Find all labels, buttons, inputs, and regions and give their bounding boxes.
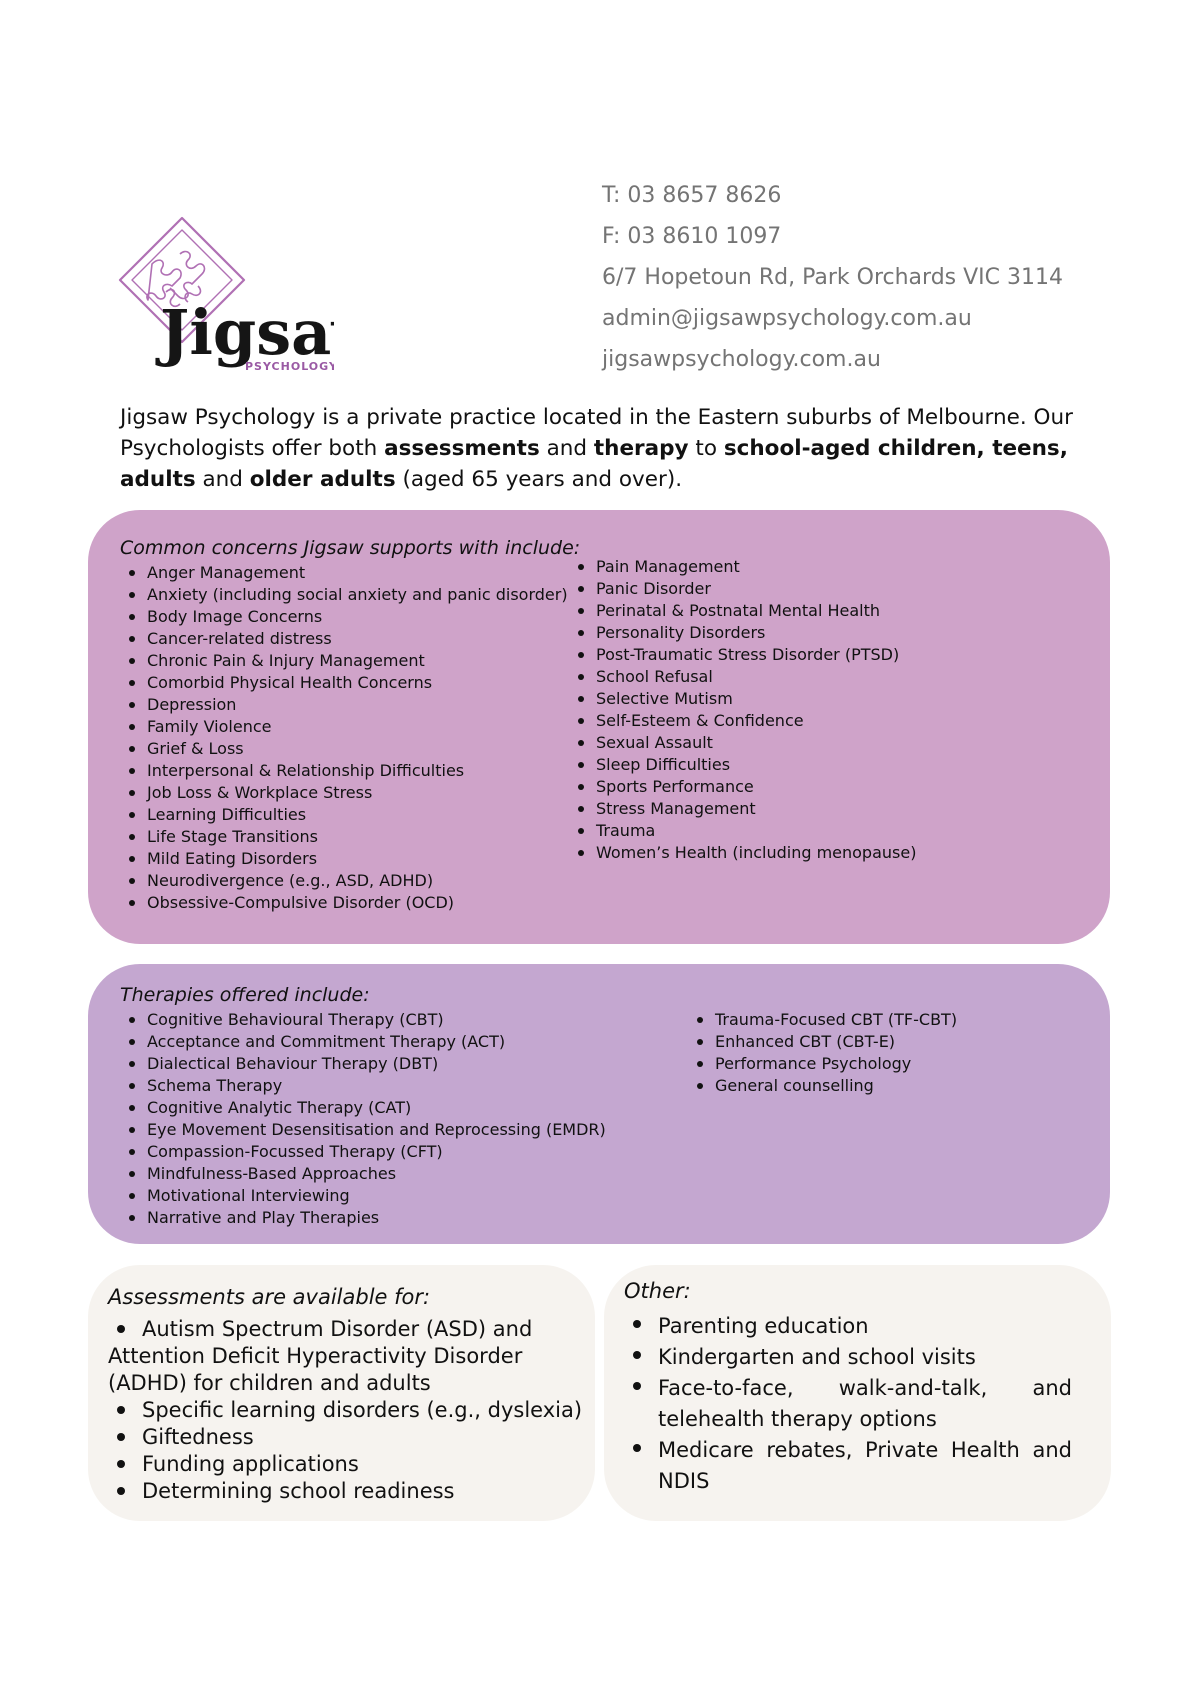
list-item: Pain Management	[569, 556, 916, 578]
list-item: Schema Therapy	[120, 1075, 606, 1097]
list-item: Cancer-related distress	[120, 628, 568, 650]
list-item: Motivational Interviewing	[120, 1185, 606, 1207]
list-item: Cognitive Analytic Therapy (CAT)	[120, 1097, 606, 1119]
list-item: Perinatal & Postnatal Mental Health	[569, 600, 916, 622]
list-item: Funding applications	[108, 1451, 586, 1478]
list-item: Narrative and Play Therapies	[120, 1207, 606, 1229]
intro-paragraph: Jigsaw Psychology is a private practice located in the Eastern suburbs of Melbourne. Our Psychologists offer both assessments and therapy to school-aged children, teens, adults and older adults (aged 65 years and over).	[120, 405, 1073, 492]
therapies-list-right	[688, 1009, 957, 1097]
list-item: Trauma-Focused CBT (TF-CBT)	[688, 1009, 957, 1031]
other-list	[624, 1311, 1072, 1497]
list-item: Personality Disorders	[569, 622, 916, 644]
list-item: Parenting education	[624, 1311, 1072, 1342]
concerns-panel	[88, 510, 1110, 944]
list-item: Compassion-Focussed Therapy (CFT)	[120, 1141, 606, 1163]
list-item: Acceptance and Commitment Therapy (ACT)	[120, 1031, 606, 1053]
logo-wordmark: Jigsa	[160, 296, 332, 369]
list-item: Cognitive Behavioural Therapy (CBT)	[120, 1009, 606, 1031]
therapies-list-left	[120, 1009, 606, 1229]
assessments-list	[108, 1316, 586, 1505]
list-item: Mindfulness-Based Approaches	[120, 1163, 606, 1185]
concerns-list-right	[569, 556, 916, 864]
list-item: Kindergarten and school visits	[624, 1342, 1072, 1373]
list-item: Sports Performance	[569, 776, 916, 798]
list-item: Life Stage Transitions	[120, 826, 568, 848]
list-item: Panic Disorder	[569, 578, 916, 600]
other-panel	[604, 1265, 1111, 1521]
list-item: Depression	[120, 694, 568, 716]
contact-email[interactable]: admin@jigsawpsychology.com.au	[602, 306, 972, 331]
list-item: Chronic Pain & Injury Management	[120, 650, 568, 672]
list-item: Obsessive-Compulsive Disorder (OCD)	[120, 892, 568, 914]
assessments-title: Assessments are available for:	[108, 1285, 431, 1309]
list-item: Comorbid Physical Health Concerns	[120, 672, 568, 694]
list-item: Post-Traumatic Stress Disorder (PTSD)	[569, 644, 916, 666]
contact-phone[interactable]: T: 03 8657 8626	[602, 183, 782, 208]
therapies-title: Therapies offered include:	[120, 984, 370, 1006]
assessments-panel	[88, 1265, 595, 1521]
list-item: Enhanced CBT (CBT-E)	[688, 1031, 957, 1053]
list-item: Giftedness	[108, 1424, 586, 1451]
list-item: Specific learning disorders (e.g., dyslexia)	[108, 1397, 586, 1424]
list-item: Anger Management	[120, 562, 568, 584]
list-item: Trauma	[569, 820, 916, 842]
contact-block	[602, 175, 1063, 380]
concerns-list-left	[120, 562, 568, 914]
list-item: Dialectical Behaviour Therapy (DBT)	[120, 1053, 606, 1075]
contact-address: 6/7 Hopetoun Rd, Park Orchards VIC 3114	[602, 265, 1064, 290]
list-item: Autism Spectrum Disorder (ASD) and Attention Deficit Hyperactivity Disorder (ADHD) for children and adults	[108, 1316, 586, 1397]
list-item: Family Violence	[120, 716, 568, 738]
jigsaw-logo	[118, 216, 334, 372]
list-item: Learning Difficulties	[120, 804, 568, 826]
list-item: Women’s Health (including menopause)	[569, 842, 916, 864]
other-title: Other:	[624, 1279, 691, 1303]
list-item: Grief & Loss	[120, 738, 568, 760]
therapies-panel	[88, 964, 1110, 1244]
list-item: Selective Mutism	[569, 688, 916, 710]
concerns-title: Common concerns Jigsaw supports with include:	[120, 537, 581, 559]
list-item: Performance Psychology	[688, 1053, 957, 1075]
list-item: School Refusal	[569, 666, 916, 688]
list-item: Determining school readiness	[108, 1478, 586, 1505]
list-item: Job Loss & Workplace Stress	[120, 782, 568, 804]
list-item: Stress Management	[569, 798, 916, 820]
list-item: Self-Esteem & Confidence	[569, 710, 916, 732]
list-item: Face-to-face, walk-and-talk, and telehealth therapy options	[624, 1373, 1072, 1435]
list-item: Eye Movement Desensitisation and Reprocessing (EMDR)	[120, 1119, 606, 1141]
list-item: Sleep Difficulties	[569, 754, 916, 776]
list-item: Anxiety (including social anxiety and panic disorder)	[120, 584, 568, 606]
contact-website[interactable]: jigsawpsychology.com.au	[602, 347, 881, 372]
list-item: Mild Eating Disorders	[120, 848, 568, 870]
logo-subtitle: PSYCHOLOGY	[245, 360, 334, 372]
list-item: Medicare rebates, Private Health and NDIS	[624, 1435, 1072, 1497]
list-item: Sexual Assault	[569, 732, 916, 754]
contact-fax: F: 03 8610 1097	[602, 224, 782, 249]
list-item: Body Image Concerns	[120, 606, 568, 628]
list-item: Interpersonal & Relationship Difficulties	[120, 760, 568, 782]
list-item: Neurodivergence (e.g., ASD, ADHD)	[120, 870, 568, 892]
list-item: General counselling	[688, 1075, 957, 1097]
